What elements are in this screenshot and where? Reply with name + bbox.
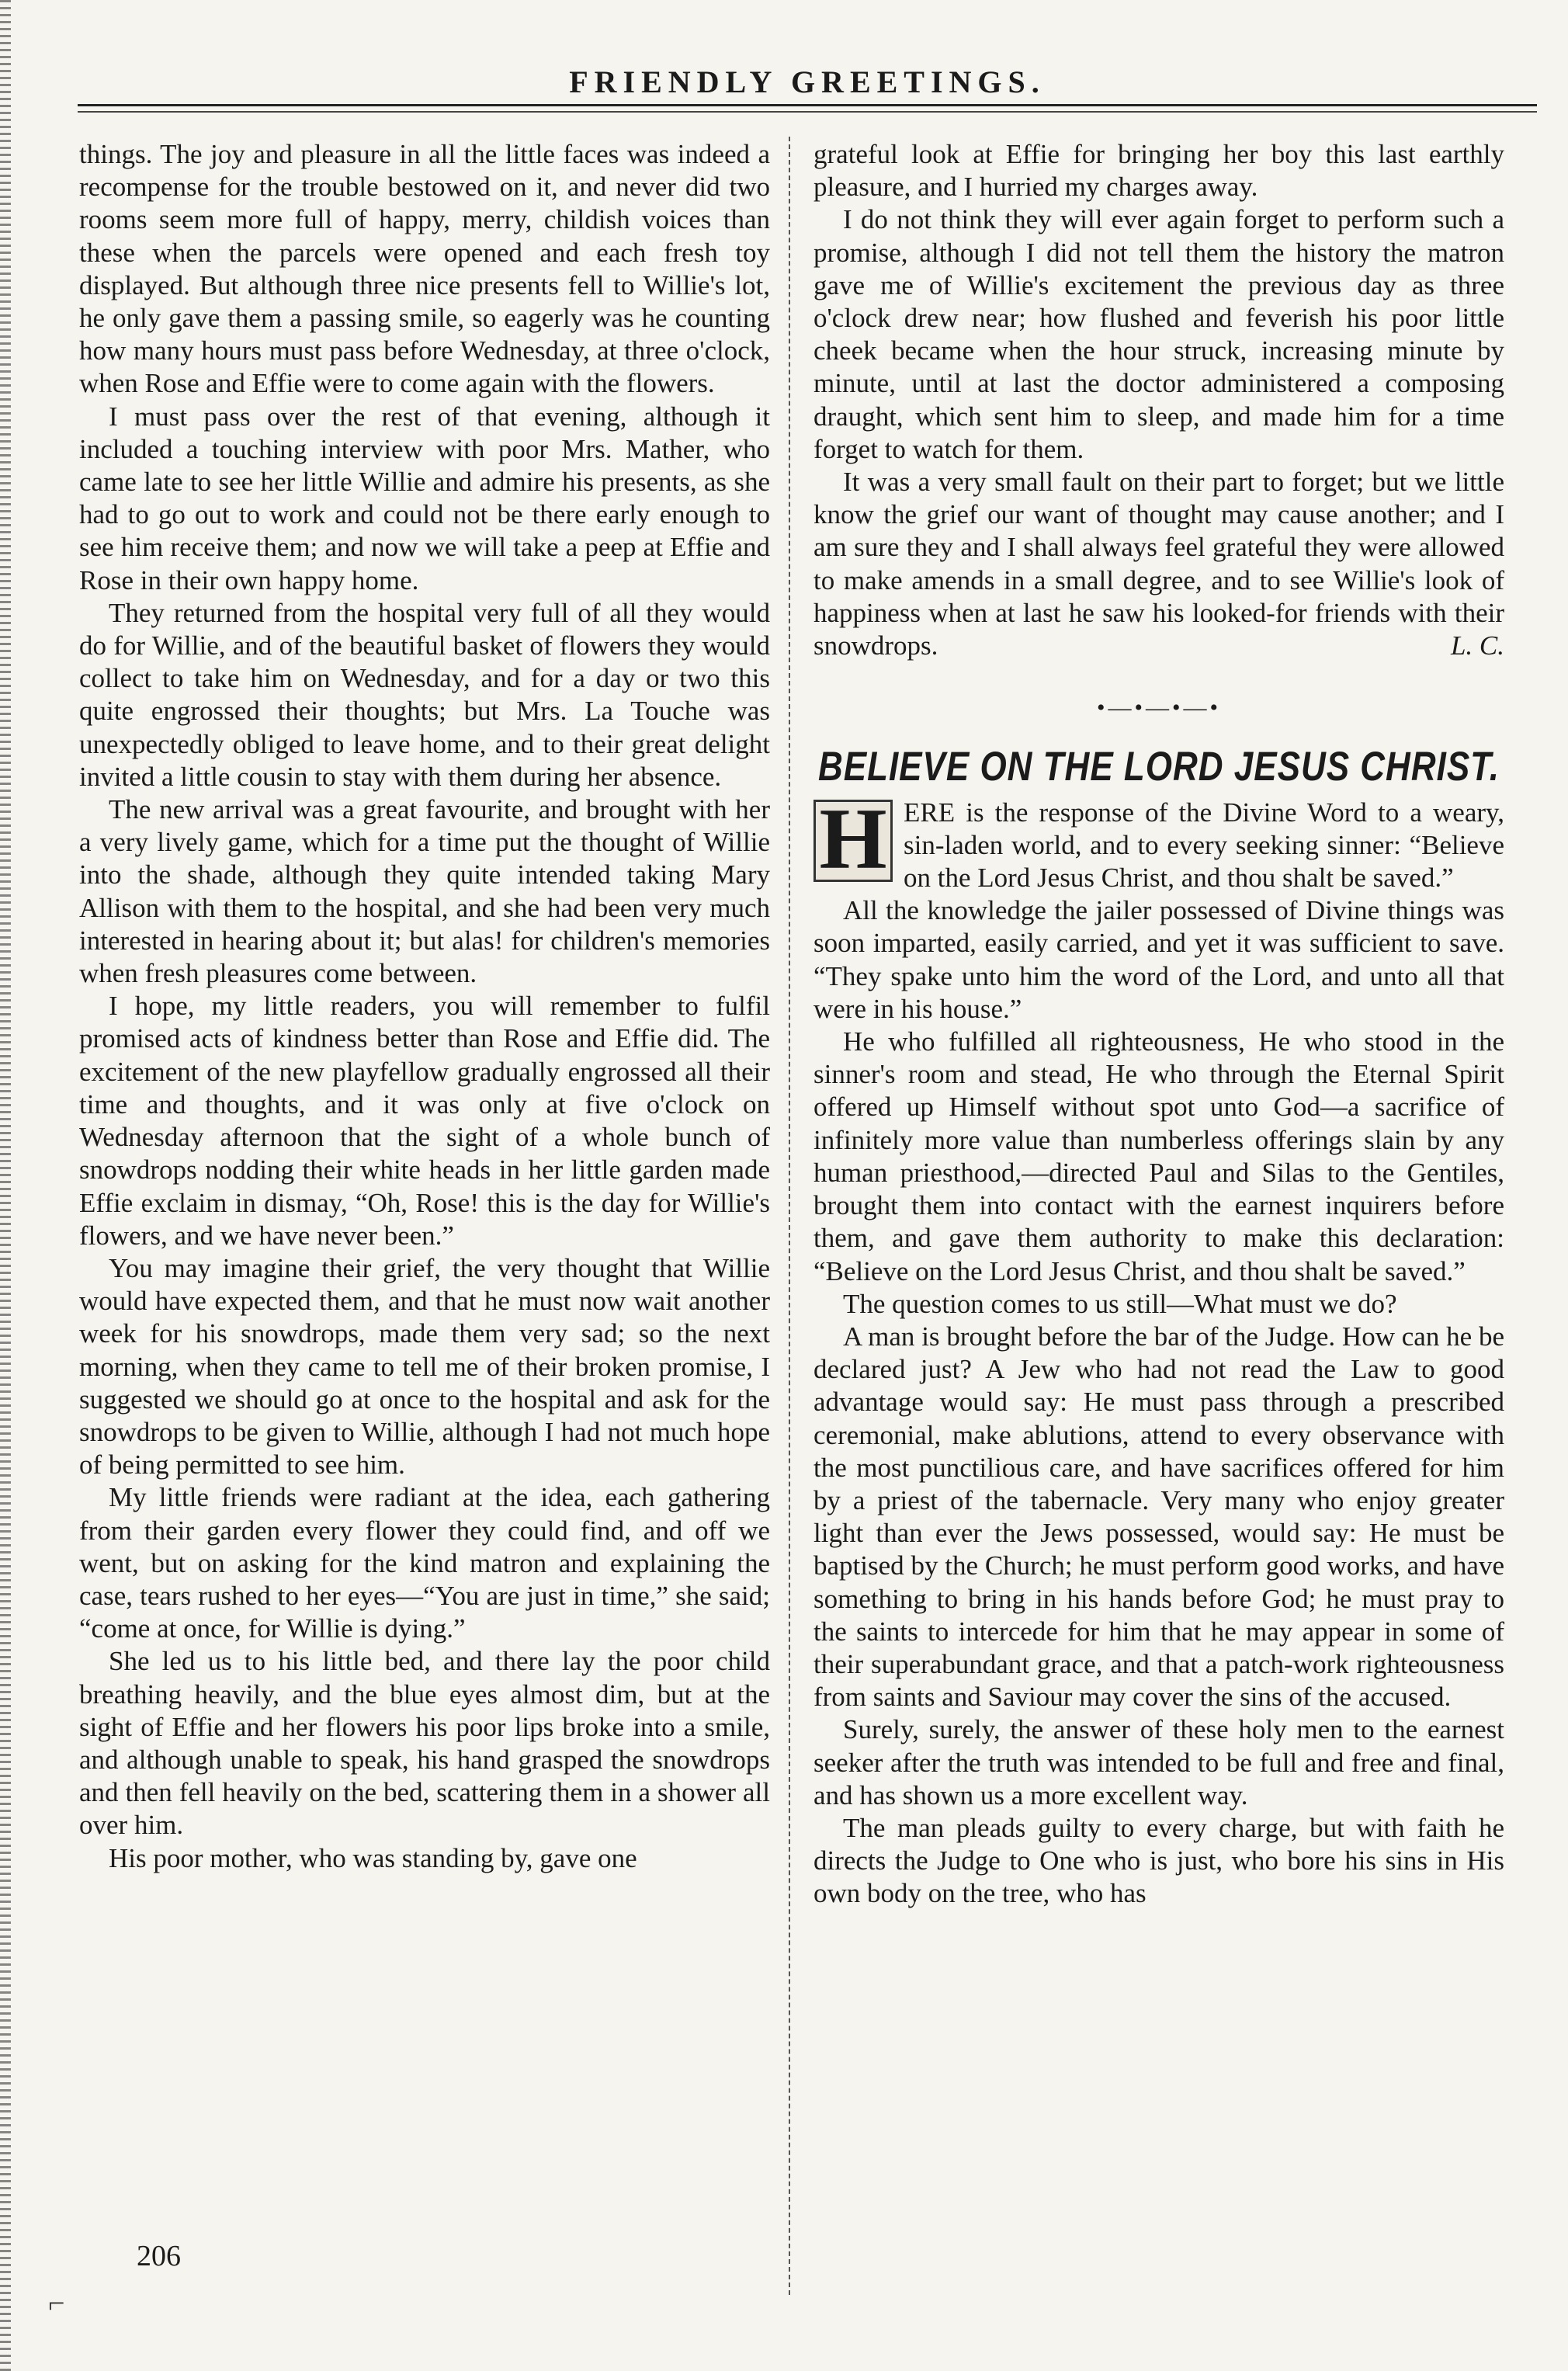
article-paragraph: He who fulfilled all righteousness, He who stood in the sinner's room and stead, He who through the Eternal Spirit offered up Himself without spot unto God—a sacrifice of infinitely more value than numberless offerings slain by any human priesthood,—directed Paul and Silas to the Gentiles, brought them into contact with the earnest inquirers before them, and gave them authority to make this declaration: “Believe on the Lord Jesus Christ, and thou shalt be saved.” xyxy=(813,1026,1504,1286)
story-paragraph-text: It was a very small fault on their part to forget; but we little know the grief our want of thought may cause another; and I am sure they and I shall always feel grateful they were allowed to make amends in a small degree, and to see Willie's look of happiness when at last he saw his looked-for friends with their snowdrops. xyxy=(813,467,1504,661)
story-paragraph: grateful look at Effie for bringing her boy this last earthly pleasure, and I hurried my charges away. xyxy=(813,139,1504,203)
page-number: 206 xyxy=(137,2240,181,2272)
story-paragraph: You may imagine their grief, the very thought that Willie would have expected them, and that he must now wait another week for his snowdrops, made them very sad; so the next morning, when they came to tell me of their broken promise, I suggested we should go at once to the hospital and ask for the snowdrops to be given to Willie, although I had not much hope of being permitted to see him. xyxy=(79,1252,770,1481)
author-signature: L. C. xyxy=(1450,630,1504,661)
margin-mark: ⌐ xyxy=(48,2287,65,2320)
story-paragraph: The new arrival was a great favourite, and brought with her a very lively game, which for a time put the thought of Willie into the shade, although they quite intended taking Mary Allison with them to the hospital, and she had been very much interested in hearing about it; but alas! for children's memories when fresh pleasures come between. xyxy=(79,794,770,989)
running-header: FRIENDLY GREETINGS. xyxy=(569,64,1046,99)
article-paragraph xyxy=(813,790,1504,895)
story-paragraph: things. The joy and pleasure in all the little faces was indeed a recompense for the trouble bestowed on it, and never did two rooms seem more full of happy, merry, childish voices than these when the parcels were opened and each fresh toy displayed. But although three nice presents fell to Willie's lot, he only gave them a passing smile, so eagerly was he counting how many hours must pass before Wednesday, at three o'clock, when Rose and Effie were to come again with the flowers. xyxy=(79,139,770,399)
article-paragraph: The question comes to us still—What must we do? xyxy=(843,1288,1397,1319)
story-paragraph: His poor mother, who was standing by, gave one xyxy=(109,1842,637,1873)
article-lead-text: ERE is the response of the Divine Word to a weary, sin-laden world, and to every seeking sinner: “Believe on the Lord Jesus Christ, and thou shalt be saved.” xyxy=(904,797,1504,894)
drop-cap-letter: H xyxy=(813,800,893,882)
article-paragraph: Surely, surely, the answer of these holy men to the earnest seeker after the truth was intended to be full and free and final, and has shown us a more excellent way. xyxy=(813,1714,1504,1810)
story-paragraph: I must pass over the rest of that evening, although it included a touching interview with poor Mrs. Mather, who came late to see her little Willie and admire his presents, as she had to go out to work and could not be there early enough to see him receive them; and now we will take a peep at Effie and Rose in their own happy home. xyxy=(79,401,770,595)
left-column xyxy=(79,138,770,2234)
section-ornament: •—•—•—• xyxy=(1096,695,1221,721)
column-divider xyxy=(789,137,791,2295)
article-title: BELIEVE ON THE LORD JESUS CHRIST. xyxy=(817,744,1500,790)
article-paragraph: A man is brought before the bar of the Judge. How can he be declared just? A Jew who had not read the Law to good advantage would say: He must pass through a prescribed ceremonial, make ablutions, attend to every observance with the most punctilious care, and have sacrifices offered for him by a priest of the tabernacle. Very many who enjoy greater light than ever the Jews possessed, would say: He must be baptised by the Church; he must perform good works, and have something to bring in his hands before God; he must pray to the saints to intercede for him that he may appear in some of their superabundant grace, and that a patch-work righteousness from saints and Saviour may cover the sins of the accused. xyxy=(813,1321,1504,1713)
header-rule-secondary xyxy=(78,111,1537,113)
header-rule xyxy=(78,104,1537,106)
story-paragraph xyxy=(813,466,1504,662)
story-paragraph: My little friends were radiant at the idea, each gathering from their garden every flower they could find, and off we went, but on asking for the kind matron and explaining the case, tears rushed to her eyes—“You are just in time,” she said; “come at once, for Willie is dying.” xyxy=(79,1482,770,1644)
article-paragraph: The man pleads guilty to every charge, but with faith he directs the Judge to One who is just, who bore his sins in His own body on the tree, who has xyxy=(813,1812,1504,1909)
story-paragraph: I hope, my little readers, you will remember to fulfil promised acts of kindness better than Rose and Effie did. The excitement of the new playfellow gradually engrossed all their time and thoughts, and it was only at five o'clock on Wednesday afternoon that the sight of a whole bunch of snowdrops nodding their white heads in her little garden made Effie exclaim in dismay, “Oh, Rose! this is the day for Willie's flowers, and we have never been.” xyxy=(79,991,770,1251)
page-edge-binding xyxy=(0,0,11,2371)
story-paragraph: I do not think they will ever again forget to perform such a promise, although I did not tell them the history the matron gave me of Willie's excitement the previous day as three o'clock drew near; how flushed and feverish his poor little cheek became when the hour struck, increasing minute by minute, until at last the doctor administered a composing draught, which sent him to sleep, and made him for a time forget to watch for them. xyxy=(813,204,1504,464)
story-paragraph: They returned from the hospital very full of all they would do for Willie, and of the beautiful basket of flowers they would collect to take him on Wednesday, and for a day or two this quite engrossed their thoughts; but Mrs. La Touche was unexpectedly obliged to leave home, and to their great delight invited a little cousin to stay with them during her absence. xyxy=(79,597,770,792)
article-paragraph: All the knowledge the jailer possessed of Divine things was soon imparted, easily carried, and yet it was sufficient to save. “They spake unto him the word of the Lord, and unto all that were in his house.” xyxy=(813,895,1504,1024)
story-paragraph: She led us to his little bed, and there lay the poor child breathing heavily, and the blue eyes almost dim, but at the sight of Effie and her flowers his poor lips broke into a smile, and although unable to speak, his hand grasped the snowdrops and then fell heavily on the bed, scattering them in a shower all over him. xyxy=(79,1646,770,1841)
right-column xyxy=(813,138,1504,2328)
